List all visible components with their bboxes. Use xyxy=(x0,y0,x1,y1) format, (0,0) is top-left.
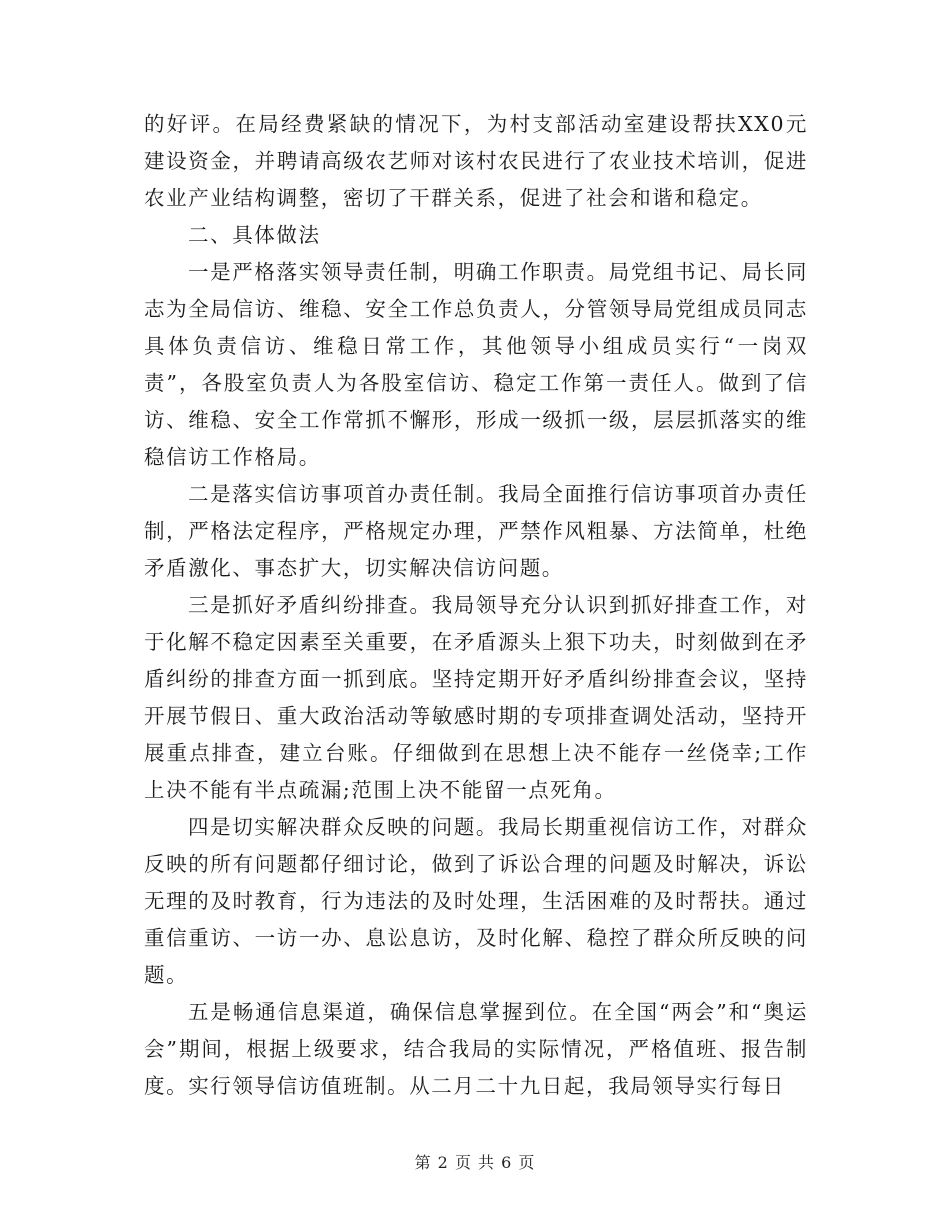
paragraph-continuation: 的好评。在局经费紧缺的情况下，为村支部活动室建设帮扶XX0元建设资金，并聘请高级农艺师对该村农民进行了农业技术培训，促进农业产业结构调整，密切了干群关系，促进了社会和谐和稳定。 xyxy=(144,112,808,210)
paragraph-leadership-responsibility: 一是严格落实领导责任制，明确工作职责。局党组书记、局长同志为全局信访、维稳、安全工作总负责人，分管领导局党组成员同志具体负责信访、维稳日常工作，其他领导小组成员实行“一岗双责”，各股室负责人为各股室信访、稳定工作第一责任人。做到了信访、维稳、安全工作常抓不懈形，形成一级抓一级，层层抓落实的维稳信访工作格局。 xyxy=(144,260,808,469)
document-body xyxy=(144,106,808,1105)
paragraph-resolve-issues: 四是切实解决群众反映的问题。我局长期重视信访工作，对群众反映的所有问题都仔细讨论，做到了诉讼合理的问题及时解决，诉讼无理的及时教育，行为违法的及时处理，生活困难的及时帮扶。通过重信重访、一访一办、息讼息访，及时化解、稳控了群众所反映的问题。 xyxy=(144,815,808,987)
page-footer: 第 2 页 共 6 页 xyxy=(414,1153,536,1172)
paragraph-first-handling: 二是落实信访事项首办责任制。我局全面推行信访事项首办责任制，严格法定程序，严格规定办理，严禁作风粗暴、方法简单，杜绝矛盾激化、事态扩大，切实解决信访问题。 xyxy=(144,482,808,580)
paragraph-dispute-screening: 三是抓好矛盾纠纷排查。我局领导充分认识到抓好排查工作，对于化解不稳定因素至关重要，在矛盾源头上狠下功夫，时刻做到在矛盾纠纷的排查方面一抓到底。坚持定期开好矛盾纠纷排查会议，坚持开展节假日、重大政治活动等敏感时期的专项排查调处活动，坚持开展重点排查，建立台账。仔细做到在思想上决不能存一丝侥幸;工作上决不能有半点疏漏;范围上决不能留一点死角。 xyxy=(144,593,808,802)
paragraph-information-channels: 五是畅通信息渠道，确保信息掌握到位。在全国“两会”和“奥运会”期间，根据上级要求，结合我局的实际情况，严格值班、报告制度。实行领导信访值班制。从二月二十九日起，我局领导实行每日 xyxy=(144,1000,808,1098)
section-heading: 二、具体做法 xyxy=(188,223,321,247)
